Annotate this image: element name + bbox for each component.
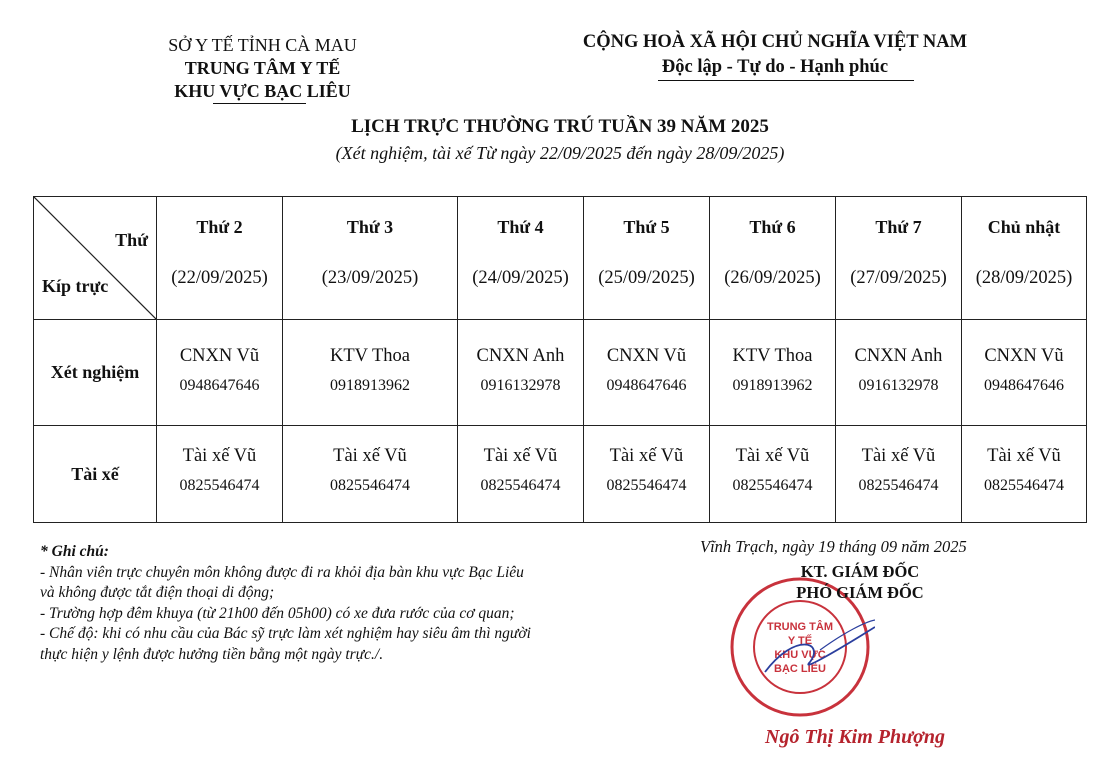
document-title: LỊCH TRỰC THƯỜNG TRÚ TUẦN 39 NĂM 2025	[351, 116, 769, 137]
duty-cell	[458, 426, 584, 523]
day-name: Thứ 6	[749, 217, 796, 237]
table-row	[34, 320, 1087, 426]
duty-phone: 0825546474	[732, 477, 813, 494]
duty-phone: 0948647646	[984, 377, 1064, 394]
duty-cell	[710, 426, 836, 523]
duty-person: Tài xế Vũ	[333, 446, 407, 466]
note-line: - Trường hợp đêm khuya (từ 21h00 đến 05h00) có xe đưa rước của cơ quan;	[40, 604, 515, 622]
note-line: và không được tắt điện thoại di động;	[40, 584, 275, 601]
header-center-name: TRUNG TÂM Y TẾ	[184, 58, 341, 78]
table-row	[34, 426, 1087, 523]
duty-phone: 0825546474	[330, 477, 410, 494]
corner-diagonal	[34, 197, 157, 320]
day-name: Thứ 3	[346, 217, 394, 237]
duty-cell	[157, 320, 283, 426]
day-header	[458, 197, 584, 320]
duty-person: KTV Thoa	[330, 346, 410, 366]
duty-cell	[584, 320, 710, 426]
duty-person: Tài xế Vũ	[182, 446, 257, 466]
duty-person: CNXN Anh	[476, 346, 565, 366]
duty-cell	[283, 320, 458, 426]
notes-title: * Ghi chú:	[40, 543, 109, 560]
duty-phone: 0825546474	[984, 477, 1064, 494]
day-header	[710, 197, 836, 320]
day-date: (23/09/2025)	[321, 268, 419, 288]
header-right-underline	[658, 80, 914, 81]
duty-phone: 0916132978	[480, 377, 561, 394]
day-date: (26/09/2025)	[724, 268, 821, 288]
duty-person: CNXN Vũ	[984, 346, 1064, 366]
signature-place-date: Vĩnh Trạch, ngày 19 tháng 09 năm 2025	[700, 537, 967, 556]
row-label-driver: Tài xế	[34, 426, 157, 523]
duty-phone: 0918913962	[732, 377, 813, 394]
notes-block	[40, 542, 660, 665]
note-line: - Chế độ: khi có nhu cầu của Bác sỹ trực làm xét nghiệm hay siêu âm thì người	[40, 625, 531, 642]
duty-person: KTV Thoa	[732, 346, 813, 366]
document-subtitle: (Xét nghiệm, tài xế Từ ngày 22/09/2025 đến ngày 28/09/2025)	[335, 143, 785, 163]
day-header	[157, 197, 283, 320]
duty-person: Tài xế Vũ	[735, 446, 810, 466]
day-name: Thứ 4	[497, 217, 544, 237]
header-left-underline	[213, 103, 306, 104]
signature-title-line2: PHÓ GIÁM ĐỐC	[796, 583, 924, 602]
header-center-area: KHU VỰC BẠC LIÊU	[174, 81, 351, 101]
day-date: (22/09/2025)	[171, 268, 268, 288]
duty-phone: 0825546474	[858, 477, 939, 494]
corner-label-day: Thứ	[115, 230, 148, 250]
header-department: SỞ Y TẾ TỈNH CÀ MAU	[168, 35, 357, 55]
duty-cell	[962, 320, 1087, 426]
duty-phone: 0825546474	[179, 477, 260, 494]
duty-phone: 0825546474	[606, 477, 687, 494]
day-header	[836, 197, 962, 320]
schedule-table	[33, 196, 1087, 523]
day-name: Thứ 5	[623, 217, 670, 237]
seal-text-line: TRUNG TÂM	[767, 621, 833, 633]
duty-phone: 0948647646	[179, 377, 260, 394]
seal-text-line: KHU VỰC	[774, 649, 826, 661]
day-header	[584, 197, 710, 320]
duty-phone: 0825546474	[480, 477, 561, 494]
day-name: Thứ 2	[196, 217, 243, 237]
row-label-lab: Xét nghiệm	[34, 320, 157, 426]
note-line: - Nhân viên trực chuyên môn không được đi ra khỏi địa bàn khu vực Bạc Liêu	[40, 563, 524, 581]
header-left	[130, 34, 395, 103]
note-line: thực hiện y lệnh được hưởng tiền bằng một ngày trực./.	[40, 645, 384, 663]
table-corner-cell	[34, 197, 157, 320]
day-header	[962, 197, 1087, 320]
corner-label-shift: Kíp trực	[42, 276, 109, 296]
day-header	[283, 197, 458, 320]
day-name: Thứ 7	[875, 217, 922, 237]
day-date: (27/09/2025)	[850, 268, 947, 288]
duty-cell	[962, 426, 1087, 523]
seal-text-line: BẠC LIÊU	[774, 663, 826, 675]
duty-cell	[283, 426, 458, 523]
signature-title-line1: KT. GIÁM ĐỐC	[800, 562, 920, 581]
table-header-row	[34, 197, 1087, 320]
duty-person: CNXN Vũ	[179, 346, 260, 366]
duty-cell	[584, 426, 710, 523]
duty-phone: 0948647646	[606, 377, 687, 394]
duty-cell	[710, 320, 836, 426]
duty-person: Tài xế Vũ	[609, 446, 684, 466]
duty-phone: 0918913962	[330, 377, 410, 394]
signer-name: Ngô Thị Kim Phượng	[765, 726, 945, 748]
duty-person: CNXN Anh	[854, 346, 943, 366]
day-date: (25/09/2025)	[598, 268, 695, 288]
day-date: (24/09/2025)	[472, 268, 569, 288]
duty-cell	[836, 320, 962, 426]
header-motto: Độc lập - Tự do - Hạnh phúc	[661, 57, 889, 77]
day-name: Chủ nhật	[987, 217, 1061, 237]
duty-cell	[836, 426, 962, 523]
duty-person: Tài xế Vũ	[861, 446, 936, 466]
duty-person: Tài xế Vũ	[483, 446, 558, 466]
duty-phone: 0916132978	[858, 377, 939, 394]
seal-text-line: Y TẾ	[787, 635, 813, 647]
header-country: CỘNG HOÀ XÃ HỘI CHỦ NGHĨA VIỆT NAM	[582, 32, 968, 52]
day-date: (28/09/2025)	[975, 268, 1073, 288]
duty-cell	[157, 426, 283, 523]
duty-cell	[458, 320, 584, 426]
duty-person: Tài xế Vũ	[987, 446, 1061, 466]
duty-person: CNXN Vũ	[606, 346, 687, 366]
header-right	[555, 30, 995, 80]
